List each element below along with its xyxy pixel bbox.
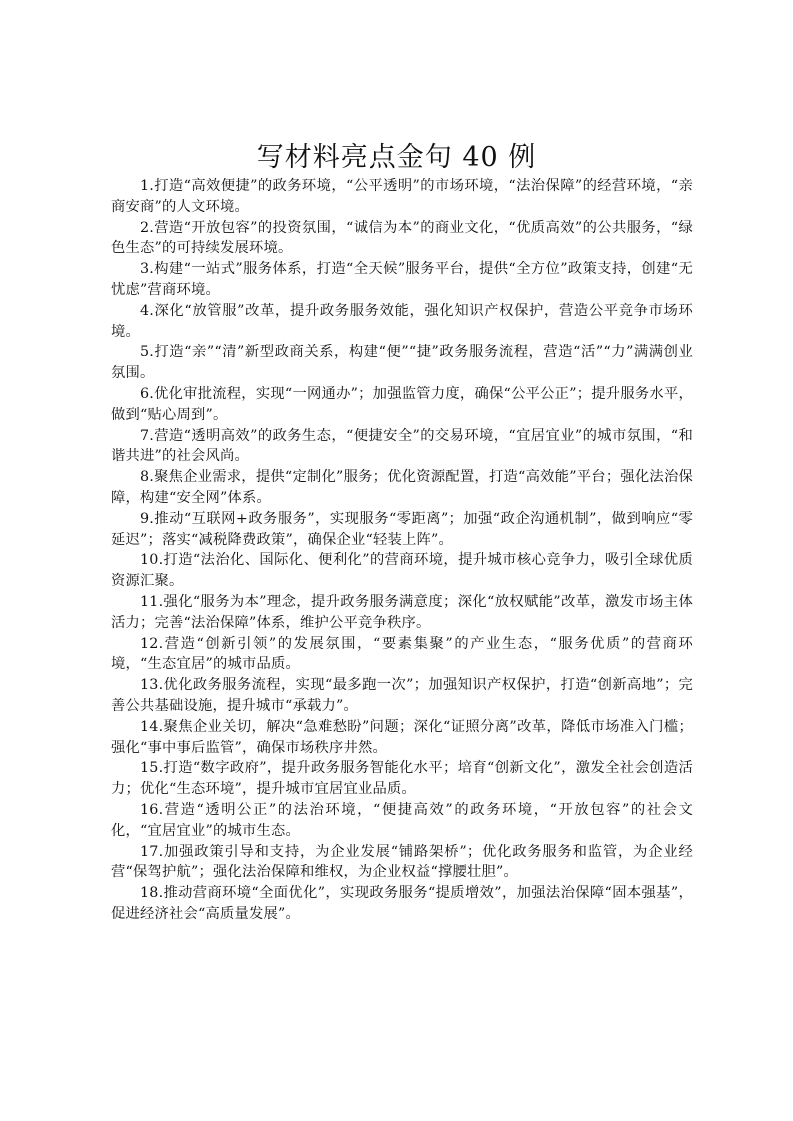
paragraph: 11.强化“服务为本”理念，提升政务服务满意度；深化“放权赋能”改革，激发市场主体活力；完善“法治保障”体系，维护公平竞争秩序。 [111, 593, 693, 631]
paragraph: 14.聚焦企业关切，解决“急难愁盼”问题；深化“证照分离”改革，降低市场准入门槛；强化“事中事后监管”，确保市场秩序井然。 [111, 718, 693, 756]
paragraph: 4.深化“放管服”改革，提升政务服务效能，强化知识产权保护，营造公平竞争市场环境。 [111, 302, 693, 340]
paragraph: 16.营造“透明公正”的法治环境，“便捷高效”的政务环境，“开放包容”的社会文化，“宜居宜业”的城市生态。 [111, 801, 693, 839]
document-title: 写材料亮点金句 40 例 [256, 142, 537, 173]
paragraph: 3.构建“一站式”服务体系，打造“全天候”服务平台，提供“全方位”政策支持，创建“无忧虑”营商环境。 [111, 261, 693, 298]
paragraph: 7.营造“透明高效”的政务生态，“便捷安全”的交易环境，“宜居宜业”的城市氛围，“和谐共进”的社会风尚。 [111, 427, 693, 465]
paragraph: 9.推动“互联网+政务服务”，实现服务“零距离”；加强“政企沟通机制”，做到响应“零延迟”；落实“减税降费政策”，确保企业“轻装上阵”。 [111, 510, 693, 548]
paragraph: 17.加强政策引导和支持，为企业发展“铺路架桥”；优化政务服务和监管，为企业经营“保驾护航”；强化法治保障和维权，为企业权益“撑腰壮胆”。 [111, 843, 693, 881]
paragraph: 5.打造“亲”“清”新型政商关系，构建“便”“捷”政务服务流程，营造“活”“力”满满创业氛围。 [111, 344, 693, 382]
document-body [111, 176, 693, 925]
paragraph: 10.打造“法治化、国际化、便利化”的营商环境，提升城市核心竞争力，吸引全球优质资源汇聚。 [111, 552, 693, 590]
paragraph: 12.营造“创新引领”的发展氛围，“要素集聚”的产业生态，“服务优质”的营商环境，“生态宜居”的城市品质。 [111, 635, 693, 673]
paragraph: 8.聚焦企业需求，提供“定制化”服务；优化资源配置，打造“高效能”平台；强化法治保障，构建“安全网”体系。 [111, 469, 693, 506]
paragraph: 13.优化政务服务流程，实现“最多跑一次”；加强知识产权保护，打造“创新高地”；完善公共基础设施，提升城市“承载力”。 [111, 677, 693, 714]
paragraph: 1.打造“高效便捷”的政务环境，“公平透明”的市场环境，“法治保障”的经营环境，“亲商安商”的人文环境。 [111, 178, 693, 215]
paragraph: 2.营造“开放包容”的投资氛围，“诚信为本”的商业文化，“优质高效”的公共服务，“绿色生态”的可持续发展环境。 [111, 219, 693, 257]
paragraph: 15.打造“数字政府”，提升政务服务智能化水平；培育“创新文化”，激发全社会创造活力；优化“生态环境”，提升城市宜居宜业品质。 [111, 760, 693, 798]
paragraph: 18.推动营商环境“全面优化”，实现政务服务“提质增效”，加强法治保障“固本强基”，促进经济社会“高质量发展”。 [111, 885, 693, 922]
paragraph: 6.优化审批流程，实现“一网通办”；加强监管力度，确保“公平公正”；提升服务水平，做到“贴心周到”。 [111, 385, 693, 423]
